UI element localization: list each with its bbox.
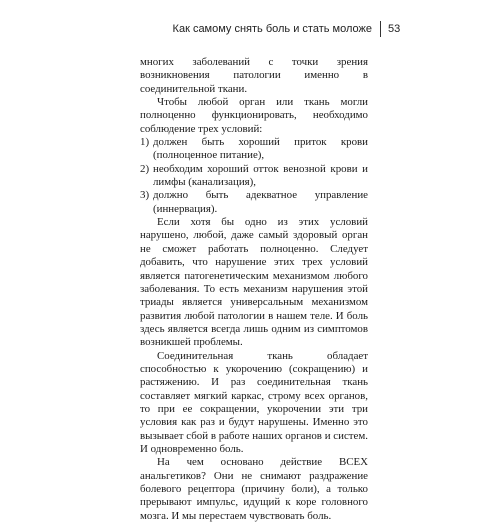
condition-item-3 xyxy=(140,189,368,216)
paragraph-analgesics: На чем основано действие ВСЕХ анальгетиков? Они не снимают раздражение болевого рецептора (причину боли), а только прерывают импульс, идущий к коре головного мозга. И мы перестаем чувствовать боль. xyxy=(140,456,368,522)
condition-text: должно быть адекватное управление (иннервация). xyxy=(153,189,368,215)
paragraph-connective-tissue: Соединительная ткань обладает способностью к укорочению (сокращению) и растяжению. И раз соединительная ткань составляет мягкий каркас, строму всех органов, то при ее сокращении, укорочении эти три условия как раз и будут нарушены. Именно это вызывает сбой в работе наших органов и систем. И одновременно боль. xyxy=(140,349,368,455)
paragraph-conditions-intro: Чтобы любой орган или ткань могли полноценно функционировать, необходимо соблюдение трех условий: xyxy=(140,96,368,135)
running-head-title: Как самому снять боль и стать моложе xyxy=(172,23,372,35)
condition-number: 2) xyxy=(140,162,150,175)
paragraph-pathogenesis: Если хотя бы одно из этих условий нарушено, любой, даже самый здоровый орган не сможет работать полноценно. Следует добавить, что нарушение этих трех условий является патогенетическим механизмом любого заболевания. То есть механизм нарушения этой триады является универсальным механизмом развития любой патологии в нашем теле. И боль здесь является всегда лишь одним из симптомов возникшей проблемы. xyxy=(140,216,368,349)
body-text xyxy=(140,56,368,523)
condition-item-2 xyxy=(140,163,368,190)
condition-number: 3) xyxy=(140,189,150,202)
condition-text: необходим хороший отток венозной крови и лимфы (канализация), xyxy=(153,162,368,189)
conditions-list xyxy=(140,136,368,216)
condition-number: 1) xyxy=(140,136,150,149)
condition-text: должен быть хороший приток крови (полноценное питание), xyxy=(153,136,368,162)
header-divider xyxy=(380,21,381,37)
page-number: 53 xyxy=(388,23,401,35)
condition-item-1 xyxy=(140,136,368,163)
paragraph-continued: многих заболеваний с точки зрения возникновения патологии именно в соединительной ткани. xyxy=(140,56,368,95)
